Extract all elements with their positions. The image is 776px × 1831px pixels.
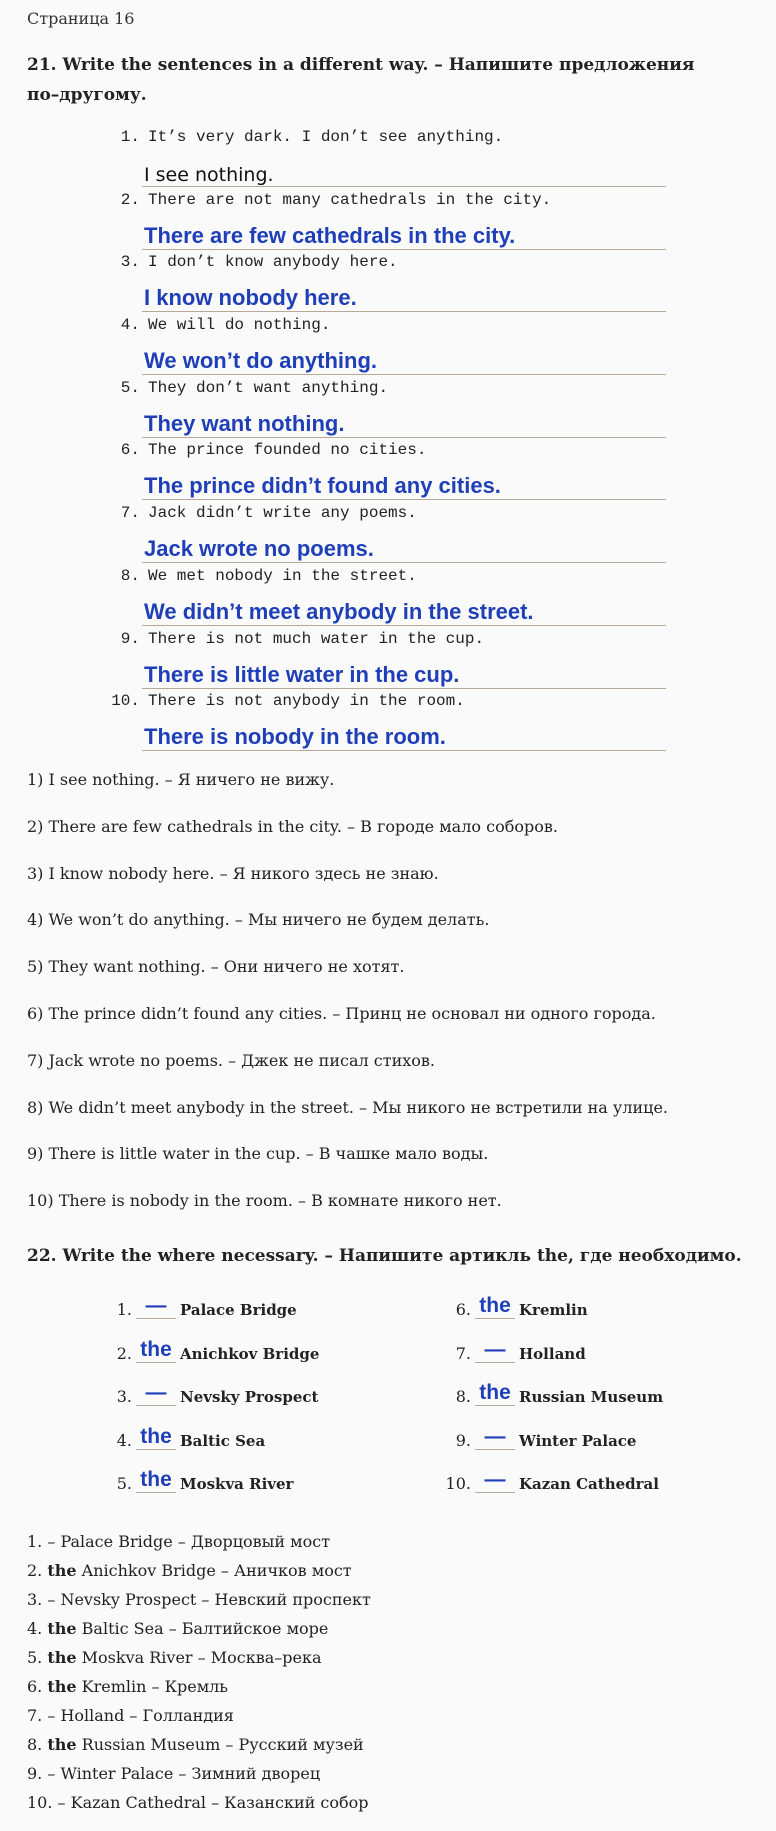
answer-text: We won’t do anything. bbox=[144, 348, 378, 374]
exercise-22-right-column bbox=[445, 1296, 765, 1514]
answer-text: The prince didn’t found any cities. bbox=[144, 473, 501, 499]
article-item bbox=[445, 1383, 765, 1427]
prompt-text: There is not much water in the cup. bbox=[148, 629, 485, 648]
translation-line: 1) I see nothing. – Я ничего не вижу. bbox=[27, 770, 335, 789]
article-item bbox=[110, 1337, 430, 1384]
workbook-item bbox=[110, 191, 670, 254]
answer-key-line bbox=[27, 1677, 747, 1706]
prompt-text: They don’t want anything. bbox=[148, 378, 389, 397]
prompt-sentence bbox=[110, 441, 670, 459]
item-number: 7. bbox=[120, 504, 140, 523]
prompt-text: There are not many cathedrals in the city. bbox=[148, 190, 552, 209]
answer-text: There are few cathedrals in the city. bbox=[144, 222, 516, 248]
key-text: Baltic Sea – Балтийское море bbox=[76, 1619, 329, 1638]
item-number: 9. bbox=[120, 629, 140, 648]
answer-text: We didn’t meet anybody in the street. bbox=[144, 598, 534, 624]
answer-text: I see nothing. bbox=[144, 164, 274, 186]
key-prefix: 6. bbox=[27, 1677, 48, 1696]
key-text: Anichkov Bridge – Аничков мост bbox=[76, 1561, 352, 1580]
article-item bbox=[110, 1470, 430, 1514]
key-prefix: 8. bbox=[27, 1735, 48, 1754]
place-name: Baltic Sea bbox=[180, 1431, 266, 1450]
key-text: Kazan Cathedral – Казанский собор bbox=[70, 1793, 369, 1812]
answer-key-line bbox=[27, 1793, 747, 1822]
prompt-sentence bbox=[110, 128, 670, 146]
article-blank: the bbox=[475, 1296, 515, 1319]
prompt-text: There is not anybody in the room. bbox=[148, 692, 465, 711]
prompt-sentence bbox=[110, 630, 670, 648]
key-text: Nevsky Prospect – Невский проспект bbox=[60, 1590, 371, 1609]
translation-line: 5) They want nothing. – Они ничего не хотят. bbox=[27, 957, 405, 977]
item-number: 1. bbox=[120, 128, 140, 146]
article-item bbox=[110, 1424, 430, 1471]
article-blank: — bbox=[475, 1340, 515, 1363]
prompt-sentence bbox=[110, 692, 670, 710]
exercise-21-title-line2: по–другому. bbox=[27, 85, 147, 105]
key-article: the bbox=[47, 1677, 77, 1696]
exercise-21-translations bbox=[27, 770, 747, 1238]
item-number: 1. bbox=[116, 1300, 132, 1319]
prompt-sentence bbox=[110, 567, 670, 585]
item-number: 3. bbox=[116, 1387, 132, 1407]
article-blank: the bbox=[136, 1340, 176, 1363]
article-item bbox=[445, 1337, 765, 1384]
article-item bbox=[445, 1424, 765, 1471]
place-name: Kremlin bbox=[519, 1301, 588, 1319]
prompt-sentence bbox=[110, 504, 670, 522]
workbook-item bbox=[110, 692, 670, 755]
prompt-sentence bbox=[110, 316, 670, 334]
workbook-item bbox=[110, 441, 670, 504]
answer-key-line bbox=[27, 1619, 747, 1648]
place-name: Holland bbox=[519, 1344, 586, 1363]
key-prefix: 3. – bbox=[27, 1590, 61, 1609]
item-number: 2. bbox=[116, 1343, 132, 1363]
key-article: the bbox=[47, 1648, 77, 1667]
answer-text: Jack wrote no poems. bbox=[144, 536, 374, 562]
answer-key-line bbox=[27, 1590, 747, 1619]
workbook-item bbox=[110, 128, 670, 191]
answer-text: There is little water in the cup. bbox=[144, 661, 460, 687]
exercise-22-title: 22. Write the where necessary. – Напишите артикль the, где необходимо. bbox=[27, 1246, 742, 1266]
answer-text: I know nobody here. bbox=[144, 285, 357, 311]
workbook-item bbox=[110, 253, 670, 316]
article-blank: — bbox=[475, 1427, 515, 1450]
article-blank: — bbox=[136, 1296, 176, 1319]
item-number: 4. bbox=[116, 1430, 132, 1450]
workbook-item bbox=[110, 379, 670, 442]
workbook-item bbox=[110, 567, 670, 630]
prompt-sentence bbox=[110, 379, 670, 397]
item-number: 8. bbox=[120, 566, 140, 585]
answer-text: They want nothing. bbox=[144, 410, 345, 436]
translation-line: 7) Jack wrote no poems. – Джек не писал стихов. bbox=[27, 1050, 435, 1070]
prompt-text: We will do nothing. bbox=[148, 316, 331, 335]
place-name: Palace Bridge bbox=[180, 1301, 297, 1319]
item-number: 6. bbox=[120, 441, 140, 460]
translation-line: 10) There is nobody in the room. – В комнате никого нет. bbox=[27, 1191, 502, 1211]
article-blank: the bbox=[136, 1427, 176, 1450]
answer-key-line bbox=[27, 1648, 747, 1677]
key-prefix: 9. – bbox=[27, 1764, 61, 1783]
answer-text: There is nobody in the room. bbox=[144, 724, 446, 750]
key-prefix: 1. – bbox=[27, 1532, 61, 1551]
workbook-item bbox=[110, 316, 670, 379]
answer-key-line bbox=[27, 1532, 747, 1561]
place-name: Anichkov Bridge bbox=[180, 1344, 320, 1363]
exercise-21-workbook bbox=[110, 128, 670, 755]
answer-key-line bbox=[27, 1706, 747, 1735]
item-number: 3. bbox=[120, 253, 140, 272]
translation-line: 6) The prince didn’t found any cities. – Принц не основал ни одного города. bbox=[27, 1003, 656, 1023]
key-prefix: 2. bbox=[27, 1561, 48, 1580]
translation-line: 2) There are few cathedrals in the city. – В городе мало соборов. bbox=[27, 816, 558, 836]
item-number: 9. bbox=[455, 1430, 471, 1450]
article-blank: the bbox=[136, 1470, 176, 1493]
article-blank: the bbox=[475, 1383, 515, 1406]
article-item bbox=[110, 1296, 430, 1340]
key-text: Winter Palace – Зимний дворец bbox=[60, 1764, 321, 1783]
exercise-22-left-column bbox=[110, 1296, 430, 1514]
place-name: Kazan Cathedral bbox=[519, 1475, 659, 1494]
key-prefix: 7. – bbox=[27, 1706, 61, 1725]
key-article: the bbox=[47, 1619, 77, 1638]
item-number: 6. bbox=[455, 1300, 471, 1319]
translation-line: 3) I know nobody here. – Я никого здесь не знаю. bbox=[27, 863, 439, 883]
item-number: 2. bbox=[120, 190, 140, 209]
key-text: Palace Bridge – Дворцовый мост bbox=[60, 1532, 331, 1551]
prompt-sentence bbox=[110, 191, 670, 209]
place-name: Nevsky Prospect bbox=[180, 1388, 319, 1407]
item-number: 7. bbox=[455, 1343, 471, 1363]
prompt-text: We met nobody in the street. bbox=[148, 566, 417, 585]
article-item bbox=[445, 1296, 765, 1340]
workbook-item bbox=[110, 630, 670, 693]
item-number: 10. bbox=[445, 1474, 471, 1494]
key-text: Russian Museum – Русский музей bbox=[76, 1735, 364, 1754]
answer-key-line bbox=[27, 1764, 747, 1793]
item-number: 5. bbox=[116, 1474, 132, 1494]
article-item bbox=[110, 1383, 430, 1427]
key-text: Moskva River – Москва–река bbox=[76, 1648, 322, 1667]
key-text: Holland – Голландия bbox=[60, 1706, 234, 1725]
prompt-sentence bbox=[110, 253, 670, 271]
key-prefix: 4. bbox=[27, 1619, 48, 1638]
page-label: Страница 16 bbox=[27, 9, 135, 28]
prompt-text: It’s very dark. I don’t see anything. bbox=[148, 128, 504, 146]
translation-line: 9) There is little water in the cup. – В чашке мало воды. bbox=[27, 1144, 489, 1164]
exercise-21-title-line1: 21. Write the sentences in a different way. – Напишите предложения bbox=[27, 55, 695, 75]
answer-key-line bbox=[27, 1561, 747, 1590]
exercise-21-title bbox=[27, 50, 747, 110]
workbook-item bbox=[110, 504, 670, 567]
key-prefix: 5. bbox=[27, 1648, 48, 1667]
place-name: Russian Museum bbox=[519, 1388, 664, 1407]
item-number: 10. bbox=[111, 692, 140, 711]
key-article: the bbox=[47, 1561, 77, 1580]
item-number: 4. bbox=[120, 316, 140, 335]
item-number: 5. bbox=[120, 378, 140, 397]
key-text: Kremlin – Кремль bbox=[76, 1677, 229, 1696]
translation-line: 8) We didn’t meet anybody in the street. – Мы никого не встретили на улице. bbox=[27, 1097, 668, 1117]
article-blank: — bbox=[475, 1470, 515, 1493]
prompt-text: Jack didn’t write any poems. bbox=[148, 504, 417, 523]
exercise-22-answer-key bbox=[27, 1532, 747, 1822]
article-blank: — bbox=[136, 1383, 176, 1406]
answer-key-line bbox=[27, 1735, 747, 1764]
prompt-text: I don’t know anybody here. bbox=[148, 253, 398, 272]
article-item bbox=[445, 1470, 765, 1514]
key-article: the bbox=[47, 1735, 77, 1754]
item-number: 8. bbox=[455, 1387, 471, 1407]
prompt-text: The prince founded no cities. bbox=[148, 441, 427, 460]
translation-line: 4) We won’t do anything. – Мы ничего не будем делать. bbox=[27, 910, 490, 930]
place-name: Moskva River bbox=[180, 1475, 294, 1494]
place-name: Winter Palace bbox=[519, 1431, 637, 1450]
key-prefix: 10. – bbox=[27, 1793, 71, 1812]
